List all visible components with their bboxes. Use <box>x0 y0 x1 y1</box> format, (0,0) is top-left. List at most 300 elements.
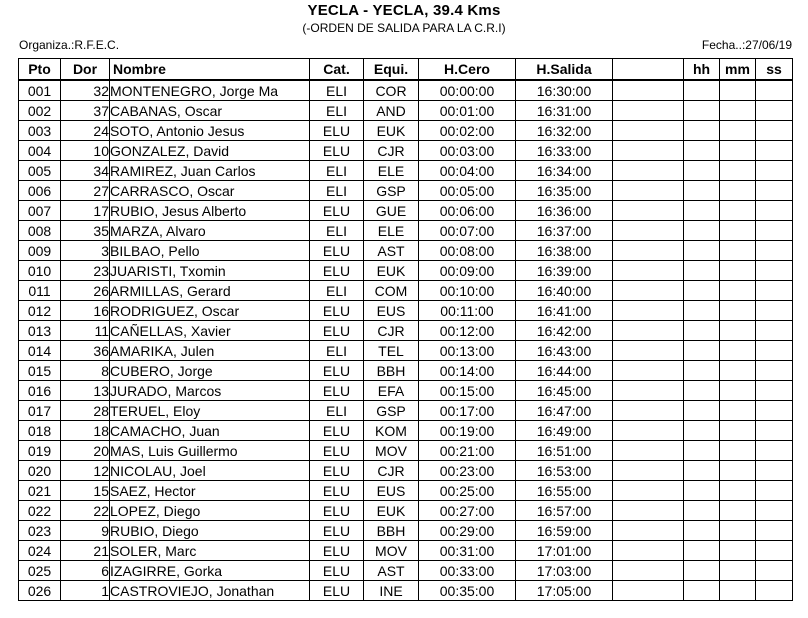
cell-nombre: RUBIO, Diego <box>110 521 310 541</box>
cell-hsalida: 17:03:00 <box>516 561 613 581</box>
cell-ss <box>756 341 793 361</box>
cell-blank <box>613 80 684 101</box>
cell-pto: 010 <box>19 261 61 281</box>
cell-hcero: 00:17:00 <box>419 401 516 421</box>
cell-cat: ELU <box>310 141 364 161</box>
cell-blank <box>613 321 684 341</box>
cell-dor: 37 <box>61 101 110 121</box>
cell-dor: 8 <box>61 361 110 381</box>
cell-equi: GSP <box>364 181 419 201</box>
cell-ss <box>756 221 793 241</box>
cell-pto: 013 <box>19 321 61 341</box>
cell-pto: 021 <box>19 481 61 501</box>
cell-hcero: 00:11:00 <box>419 301 516 321</box>
cell-hh <box>684 581 720 601</box>
cell-hh <box>684 561 720 581</box>
cell-dor: 16 <box>61 301 110 321</box>
cell-pto: 020 <box>19 461 61 481</box>
cell-hcero: 00:07:00 <box>419 221 516 241</box>
cell-ss <box>756 121 793 141</box>
cell-cat: ELU <box>310 441 364 461</box>
cell-equi: EUK <box>364 121 419 141</box>
cell-mm <box>720 241 756 261</box>
cell-hsalida: 17:05:00 <box>516 581 613 601</box>
cell-equi: AST <box>364 241 419 261</box>
table-row <box>19 541 793 561</box>
cell-hcero: 00:01:00 <box>419 101 516 121</box>
cell-blank <box>613 161 684 181</box>
cell-mm <box>720 361 756 381</box>
cell-hsalida: 16:53:00 <box>516 461 613 481</box>
cell-hsalida: 16:34:00 <box>516 161 613 181</box>
cell-equi: KOM <box>364 421 419 441</box>
cell-hsalida: 16:35:00 <box>516 181 613 201</box>
table-row <box>19 321 793 341</box>
cell-mm <box>720 581 756 601</box>
cell-blank <box>613 181 684 201</box>
cell-ss <box>756 461 793 481</box>
cell-mm <box>720 461 756 481</box>
cell-cat: ELU <box>310 121 364 141</box>
cell-pto: 004 <box>19 141 61 161</box>
cell-hcero: 00:21:00 <box>419 441 516 461</box>
cell-hsalida: 16:57:00 <box>516 501 613 521</box>
cell-blank <box>613 481 684 501</box>
cell-blank <box>613 241 684 261</box>
cell-nombre: CABANAS, Oscar <box>110 101 310 121</box>
cell-hcero: 00:00:00 <box>419 80 516 101</box>
col-header-mm: mm <box>720 59 756 81</box>
cell-cat: ELI <box>310 101 364 121</box>
cell-hcero: 00:14:00 <box>419 361 516 381</box>
cell-dor: 28 <box>61 401 110 421</box>
table-row <box>19 401 793 421</box>
cell-equi: EFA <box>364 381 419 401</box>
cell-mm <box>720 321 756 341</box>
cell-cat: ELI <box>310 181 364 201</box>
cell-equi: EUK <box>364 501 419 521</box>
cell-hcero: 00:13:00 <box>419 341 516 361</box>
cell-hcero: 00:03:00 <box>419 141 516 161</box>
col-header-hsalida: H.Salida <box>516 59 613 81</box>
cell-hh <box>684 461 720 481</box>
cell-nombre: RAMIREZ, Juan Carlos <box>110 161 310 181</box>
cell-hcero: 00:08:00 <box>419 241 516 261</box>
cell-cat: ELU <box>310 241 364 261</box>
cell-equi: MOV <box>364 441 419 461</box>
cell-equi: BBH <box>364 521 419 541</box>
cell-hsalida: 16:45:00 <box>516 381 613 401</box>
cell-ss <box>756 561 793 581</box>
cell-cat: ELI <box>310 161 364 181</box>
cell-hh <box>684 541 720 561</box>
cell-cat: ELU <box>310 321 364 341</box>
cell-hh <box>684 161 720 181</box>
cell-hh <box>684 80 720 101</box>
cell-ss <box>756 581 793 601</box>
cell-hh <box>684 361 720 381</box>
cell-nombre: MONTENEGRO, Jorge Ma <box>110 80 310 101</box>
cell-hsalida: 16:43:00 <box>516 341 613 361</box>
cell-ss <box>756 501 793 521</box>
table-row <box>19 481 793 501</box>
cell-ss <box>756 181 793 201</box>
table-row <box>19 421 793 441</box>
table-row <box>19 521 793 541</box>
cell-blank <box>613 261 684 281</box>
cell-hsalida: 16:31:00 <box>516 101 613 121</box>
cell-mm <box>720 181 756 201</box>
cell-hsalida: 17:01:00 <box>516 541 613 561</box>
cell-pto: 016 <box>19 381 61 401</box>
cell-blank <box>613 581 684 601</box>
cell-dor: 17 <box>61 201 110 221</box>
table-header-row <box>19 59 793 81</box>
cell-hcero: 00:10:00 <box>419 281 516 301</box>
cell-blank <box>613 121 684 141</box>
cell-pto: 003 <box>19 121 61 141</box>
date-label: Fecha..:27/06/19 <box>701 38 792 52</box>
cell-mm <box>720 381 756 401</box>
cell-pto: 014 <box>19 341 61 361</box>
cell-ss <box>756 261 793 281</box>
page-subtitle: (-ORDEN DE SALIDA PARA LA C.R.I) <box>302 21 506 35</box>
cell-hcero: 00:19:00 <box>419 421 516 441</box>
cell-dor: 9 <box>61 521 110 541</box>
cell-nombre: LOPEZ, Diego <box>110 501 310 521</box>
cell-dor: 6 <box>61 561 110 581</box>
cell-hh <box>684 381 720 401</box>
cell-pto: 012 <box>19 301 61 321</box>
cell-hcero: 00:12:00 <box>419 321 516 341</box>
start-order-table <box>18 58 793 601</box>
cell-ss <box>756 80 793 101</box>
cell-mm <box>720 341 756 361</box>
cell-equi: AND <box>364 101 419 121</box>
cell-mm <box>720 101 756 121</box>
table-body <box>19 80 793 601</box>
cell-dor: 12 <box>61 461 110 481</box>
cell-cat: ELU <box>310 541 364 561</box>
cell-blank <box>613 341 684 361</box>
cell-dor: 23 <box>61 261 110 281</box>
cell-nombre: SAEZ, Hector <box>110 481 310 501</box>
cell-pto: 017 <box>19 401 61 421</box>
cell-equi: CJR <box>364 321 419 341</box>
cell-cat: ELI <box>310 341 364 361</box>
cell-blank <box>613 201 684 221</box>
table-row <box>19 201 793 221</box>
cell-hsalida: 16:59:00 <box>516 521 613 541</box>
page-title: YECLA - YECLA, 39.4 Kms <box>307 2 501 19</box>
cell-hsalida: 16:38:00 <box>516 241 613 261</box>
cell-pto: 018 <box>19 421 61 441</box>
col-header-hh: hh <box>684 59 720 81</box>
cell-pto: 008 <box>19 221 61 241</box>
cell-equi: BBH <box>364 361 419 381</box>
cell-blank <box>613 221 684 241</box>
cell-hsalida: 16:55:00 <box>516 481 613 501</box>
cell-blank <box>613 421 684 441</box>
cell-nombre: CASTROVIEJO, Jonathan <box>110 581 310 601</box>
cell-cat: ELU <box>310 521 364 541</box>
cell-hh <box>684 341 720 361</box>
table-row <box>19 261 793 281</box>
table-row <box>19 341 793 361</box>
cell-pto: 026 <box>19 581 61 601</box>
cell-dor: 10 <box>61 141 110 161</box>
cell-hh <box>684 441 720 461</box>
cell-cat: ELI <box>310 401 364 421</box>
cell-pto: 005 <box>19 161 61 181</box>
cell-mm <box>720 80 756 101</box>
cell-hh <box>684 101 720 121</box>
cell-hh <box>684 201 720 221</box>
cell-blank <box>613 141 684 161</box>
table-row <box>19 80 793 101</box>
cell-hsalida: 16:33:00 <box>516 141 613 161</box>
cell-ss <box>756 161 793 181</box>
cell-ss <box>756 521 793 541</box>
cell-dor: 35 <box>61 221 110 241</box>
cell-hcero: 00:33:00 <box>419 561 516 581</box>
cell-mm <box>720 121 756 141</box>
cell-mm <box>720 441 756 461</box>
cell-nombre: SOLER, Marc <box>110 541 310 561</box>
cell-pto: 015 <box>19 361 61 381</box>
cell-nombre: IZAGIRRE, Gorka <box>110 561 310 581</box>
cell-cat: ELU <box>310 421 364 441</box>
cell-pto: 024 <box>19 541 61 561</box>
cell-nombre: BILBAO, Pello <box>110 241 310 261</box>
cell-equi: COR <box>364 80 419 101</box>
cell-equi: EUS <box>364 301 419 321</box>
cell-pto: 025 <box>19 561 61 581</box>
cell-ss <box>756 321 793 341</box>
cell-cat: ELI <box>310 80 364 101</box>
cell-blank <box>613 301 684 321</box>
col-header-blank <box>613 59 684 81</box>
cell-pto: 023 <box>19 521 61 541</box>
cell-pto: 019 <box>19 441 61 461</box>
cell-cat: ELU <box>310 501 364 521</box>
cell-hh <box>684 521 720 541</box>
cell-cat: ELU <box>310 301 364 321</box>
table-row <box>19 581 793 601</box>
cell-nombre: CUBERO, Jorge <box>110 361 310 381</box>
cell-hh <box>684 421 720 441</box>
cell-pto: 002 <box>19 101 61 121</box>
cell-cat: ELU <box>310 381 364 401</box>
cell-equi: GUE <box>364 201 419 221</box>
cell-dor: 21 <box>61 541 110 561</box>
cell-blank <box>613 501 684 521</box>
cell-hh <box>684 281 720 301</box>
table-row <box>19 121 793 141</box>
cell-hsalida: 16:51:00 <box>516 441 613 461</box>
cell-hsalida: 16:42:00 <box>516 321 613 341</box>
cell-ss <box>756 101 793 121</box>
cell-blank <box>613 281 684 301</box>
cell-cat: ELU <box>310 361 364 381</box>
cell-dor: 24 <box>61 121 110 141</box>
cell-blank <box>613 401 684 421</box>
cell-ss <box>756 361 793 381</box>
cell-hcero: 00:25:00 <box>419 481 516 501</box>
col-header-pto: Pto <box>19 59 61 81</box>
cell-ss <box>756 541 793 561</box>
cell-ss <box>756 421 793 441</box>
cell-equi: EUK <box>364 261 419 281</box>
cell-blank <box>613 541 684 561</box>
cell-hh <box>684 121 720 141</box>
cell-mm <box>720 501 756 521</box>
cell-hh <box>684 141 720 161</box>
cell-hh <box>684 181 720 201</box>
cell-ss <box>756 381 793 401</box>
cell-hcero: 00:31:00 <box>419 541 516 561</box>
cell-blank <box>613 101 684 121</box>
cell-mm <box>720 221 756 241</box>
cell-equi: ELE <box>364 161 419 181</box>
cell-mm <box>720 521 756 541</box>
cell-ss <box>756 481 793 501</box>
cell-dor: 22 <box>61 501 110 521</box>
cell-mm <box>720 541 756 561</box>
cell-hsalida: 16:36:00 <box>516 201 613 221</box>
cell-ss <box>756 201 793 221</box>
cell-cat: ELI <box>310 281 364 301</box>
cell-ss <box>756 401 793 421</box>
cell-blank <box>613 441 684 461</box>
cell-pto: 011 <box>19 281 61 301</box>
cell-nombre: CAMACHO, Juan <box>110 421 310 441</box>
cell-mm <box>720 561 756 581</box>
cell-hh <box>684 241 720 261</box>
cell-equi: COM <box>364 281 419 301</box>
cell-hsalida: 16:49:00 <box>516 421 613 441</box>
cell-nombre: MAS, Luis Guillermo <box>110 441 310 461</box>
cell-dor: 20 <box>61 441 110 461</box>
cell-equi: EUS <box>364 481 419 501</box>
cell-nombre: RUBIO, Jesus Alberto <box>110 201 310 221</box>
table-row <box>19 141 793 161</box>
cell-dor: 32 <box>61 80 110 101</box>
cell-nombre: JUARISTI, Txomin <box>110 261 310 281</box>
cell-mm <box>720 421 756 441</box>
cell-hcero: 00:15:00 <box>419 381 516 401</box>
cell-cat: ELU <box>310 561 364 581</box>
cell-blank <box>613 521 684 541</box>
cell-ss <box>756 441 793 461</box>
cell-dor: 27 <box>61 181 110 201</box>
cell-mm <box>720 201 756 221</box>
cell-hh <box>684 401 720 421</box>
cell-pto: 006 <box>19 181 61 201</box>
cell-equi: CJR <box>364 141 419 161</box>
cell-mm <box>720 161 756 181</box>
table-row <box>19 461 793 481</box>
col-header-equi: Equi. <box>364 59 419 81</box>
cell-hcero: 00:23:00 <box>419 461 516 481</box>
cell-pto: 001 <box>19 80 61 101</box>
cell-mm <box>720 261 756 281</box>
cell-cat: ELU <box>310 461 364 481</box>
cell-hh <box>684 221 720 241</box>
cell-cat: ELI <box>310 221 364 241</box>
cell-equi: AST <box>364 561 419 581</box>
cell-equi: GSP <box>364 401 419 421</box>
cell-blank <box>613 381 684 401</box>
col-header-hcero: H.Cero <box>419 59 516 81</box>
table-row <box>19 501 793 521</box>
table-row <box>19 101 793 121</box>
cell-dor: 15 <box>61 481 110 501</box>
cell-dor: 11 <box>61 321 110 341</box>
cell-hcero: 00:05:00 <box>419 181 516 201</box>
cell-hcero: 00:02:00 <box>419 121 516 141</box>
cell-dor: 3 <box>61 241 110 261</box>
cell-ss <box>756 241 793 261</box>
cell-hcero: 00:27:00 <box>419 501 516 521</box>
cell-nombre: CARRASCO, Oscar <box>110 181 310 201</box>
cell-dor: 18 <box>61 421 110 441</box>
cell-pto: 009 <box>19 241 61 261</box>
cell-hcero: 00:35:00 <box>419 581 516 601</box>
cell-mm <box>720 281 756 301</box>
cell-hh <box>684 301 720 321</box>
cell-hcero: 00:06:00 <box>419 201 516 221</box>
table-row <box>19 561 793 581</box>
cell-hsalida: 16:41:00 <box>516 301 613 321</box>
cell-cat: ELU <box>310 481 364 501</box>
cell-equi: TEL <box>364 341 419 361</box>
cell-nombre: SOTO, Antonio Jesus <box>110 121 310 141</box>
cell-ss <box>756 141 793 161</box>
col-header-ss: ss <box>756 59 793 81</box>
cell-pto: 022 <box>19 501 61 521</box>
cell-nombre: TERUEL, Eloy <box>110 401 310 421</box>
cell-nombre: ARMILLAS, Gerard <box>110 281 310 301</box>
cell-mm <box>720 481 756 501</box>
cell-hsalida: 16:44:00 <box>516 361 613 381</box>
cell-mm <box>720 141 756 161</box>
cell-hsalida: 16:47:00 <box>516 401 613 421</box>
table-row <box>19 281 793 301</box>
cell-nombre: AMARIKA, Julen <box>110 341 310 361</box>
cell-hh <box>684 481 720 501</box>
cell-pto: 007 <box>19 201 61 221</box>
cell-hh <box>684 321 720 341</box>
cell-dor: 34 <box>61 161 110 181</box>
cell-dor: 13 <box>61 381 110 401</box>
cell-hsalida: 16:39:00 <box>516 261 613 281</box>
cell-equi: CJR <box>364 461 419 481</box>
cell-mm <box>720 401 756 421</box>
cell-blank <box>613 361 684 381</box>
cell-blank <box>613 461 684 481</box>
cell-nombre: MARZA, Alvaro <box>110 221 310 241</box>
cell-dor: 1 <box>61 581 110 601</box>
cell-blank <box>613 561 684 581</box>
table-row <box>19 181 793 201</box>
cell-nombre: RODRIGUEZ, Oscar <box>110 301 310 321</box>
cell-hcero: 00:04:00 <box>419 161 516 181</box>
col-header-cat: Cat. <box>310 59 364 81</box>
cell-hsalida: 16:30:00 <box>516 80 613 101</box>
cell-hsalida: 16:37:00 <box>516 221 613 241</box>
cell-nombre: NICOLAU, Joel <box>110 461 310 481</box>
